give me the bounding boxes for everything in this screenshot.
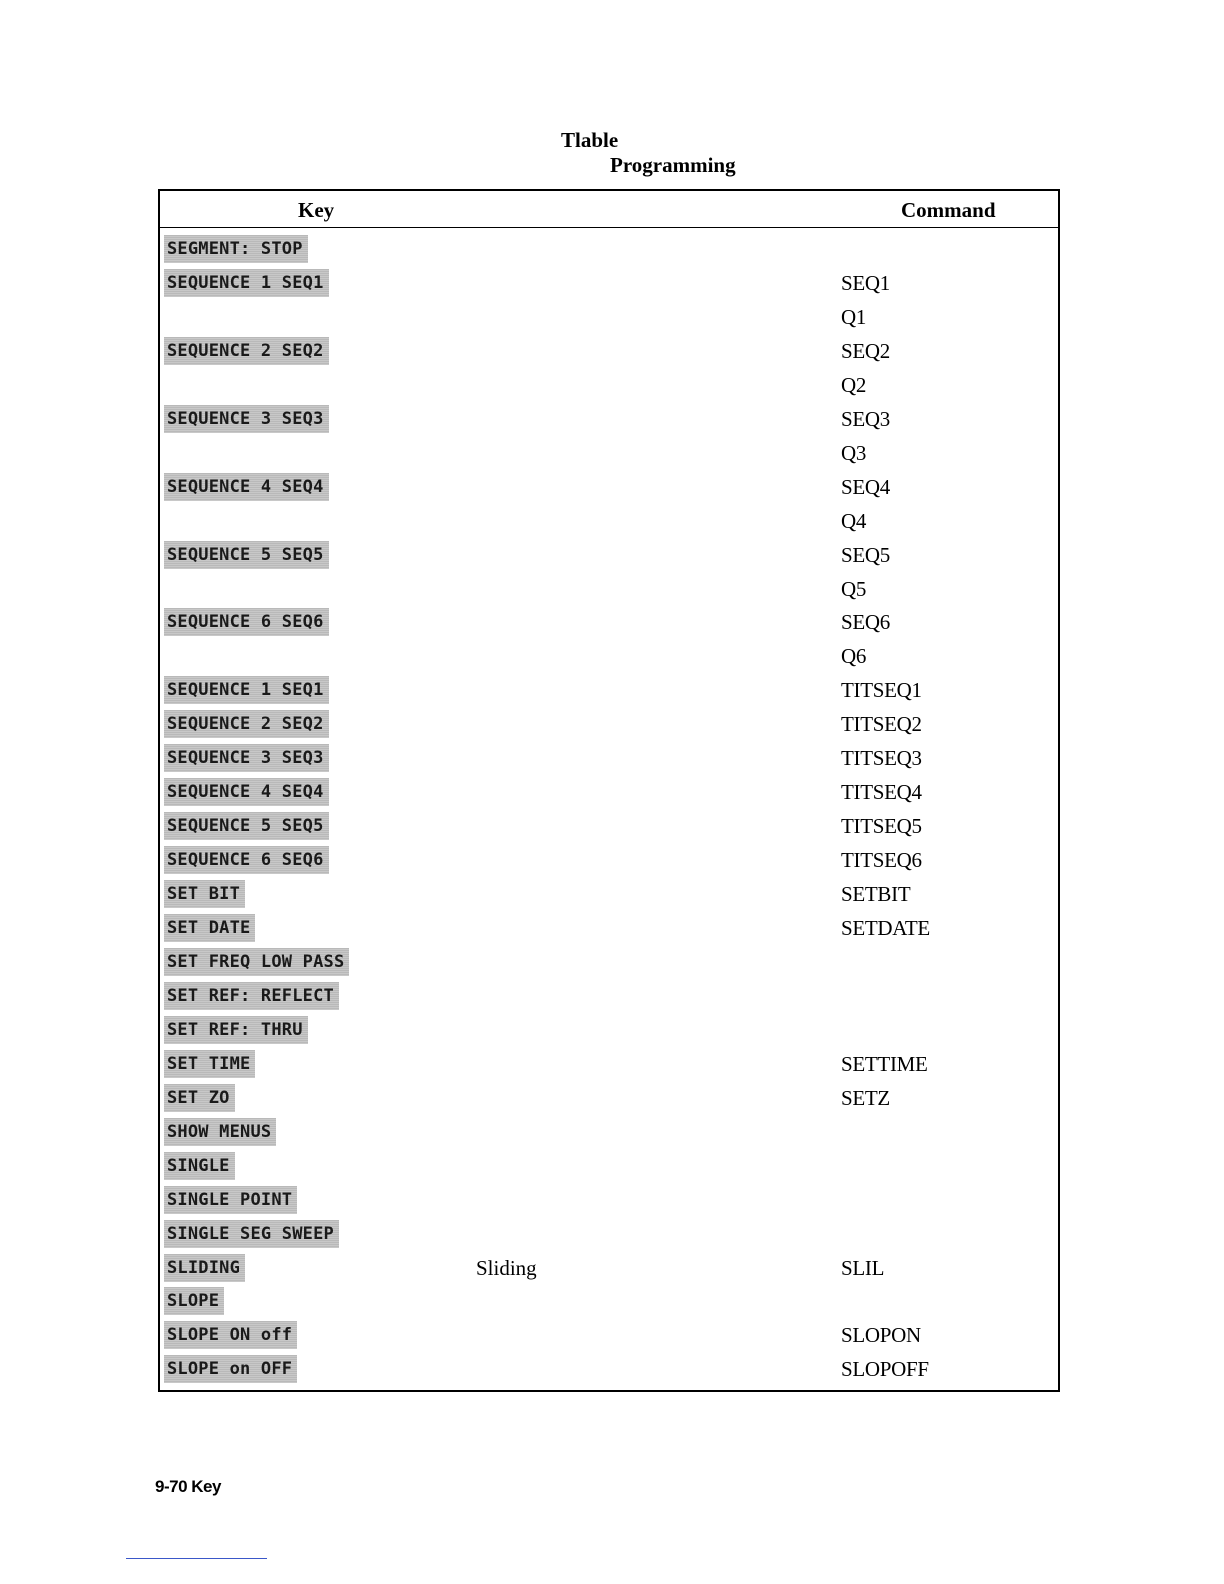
- command-text: SEQ2: [841, 339, 890, 363]
- table-row: [0, 1084, 1224, 1114]
- command-text: TITSEQ3: [841, 746, 922, 770]
- command-text: SLOPOFF: [841, 1357, 929, 1381]
- table-row: [0, 812, 1224, 842]
- softkey-label: SET FREQ LOW PASS: [164, 948, 349, 976]
- table-row: [0, 1118, 1224, 1148]
- softkey-label: SINGLE: [164, 1152, 235, 1180]
- footer-link-rule: [126, 1558, 267, 1559]
- table-row: [0, 880, 1224, 910]
- table-row: [0, 1254, 1224, 1284]
- command-text: SEQ3: [841, 407, 890, 431]
- table-row: [0, 439, 1224, 469]
- table-row: [0, 541, 1224, 571]
- column-header-key: Key: [298, 198, 335, 222]
- command-text: SETZ: [841, 1086, 890, 1110]
- softkey-label: SEQUENCE 4 SEQ4: [164, 473, 329, 501]
- command-text: SETTIME: [841, 1052, 928, 1076]
- softkey-label: SET DATE: [164, 914, 255, 942]
- command-text: Q2: [841, 373, 867, 397]
- softkey-label: SET TIME: [164, 1050, 255, 1078]
- table-row: [0, 642, 1224, 672]
- softkey-label: SEQUENCE 3 SEQ3: [164, 744, 329, 772]
- table-row: [0, 1321, 1224, 1351]
- table-row: [0, 982, 1224, 1012]
- command-text: TITSEQ1: [841, 678, 922, 702]
- table-row: [0, 744, 1224, 774]
- command-text: SEQ5: [841, 543, 890, 567]
- softkey-label: SEQUENCE 5 SEQ5: [164, 812, 329, 840]
- table-row: [0, 914, 1224, 944]
- table-row: [0, 1287, 1224, 1317]
- table-row: [0, 676, 1224, 706]
- command-text: Q5: [841, 577, 867, 601]
- command-text: SEQ1: [841, 271, 890, 295]
- command-text: SLIL: [841, 1256, 885, 1280]
- table-row: [0, 778, 1224, 808]
- softkey-label: SEQUENCE 2 SEQ2: [164, 710, 329, 738]
- header-rule: [158, 227, 1060, 228]
- command-text: TITSEQ4: [841, 780, 922, 804]
- command-text: SETDATE: [841, 916, 930, 940]
- table-row: [0, 1016, 1224, 1046]
- command-text: TITSEQ6: [841, 848, 922, 872]
- command-text: Q1: [841, 305, 867, 329]
- softkey-label: SEQUENCE 2 SEQ2: [164, 337, 329, 365]
- softkey-label: SLIDING: [164, 1254, 245, 1282]
- command-text: Q3: [841, 441, 867, 465]
- softkey-label: SEQUENCE 6 SEQ6: [164, 846, 329, 874]
- softkey-label: SLOPE: [164, 1287, 224, 1315]
- page-footer: 9-70 Key: [155, 1477, 221, 1496]
- softkey-label: SLOPE ON off: [164, 1321, 297, 1349]
- command-text: Q6: [841, 644, 867, 668]
- table-row: [0, 337, 1224, 367]
- softkey-label: SHOW MENUS: [164, 1118, 276, 1146]
- description-text: Sliding: [476, 1256, 537, 1280]
- table-row: [0, 575, 1224, 605]
- softkey-label: SEQUENCE 5 SEQ5: [164, 541, 329, 569]
- command-text: SLOPON: [841, 1323, 921, 1347]
- softkey-label: SINGLE SEG SWEEP: [164, 1220, 339, 1248]
- table-row: [0, 1152, 1224, 1182]
- table-row: [0, 710, 1224, 740]
- softkey-label: SEQUENCE 1 SEQ1: [164, 269, 329, 297]
- softkey-label: SET ZO: [164, 1084, 235, 1112]
- table-title-line1: Tlable: [561, 128, 619, 152]
- command-text: SEQ4: [841, 475, 890, 499]
- softkey-label: SEQUENCE 4 SEQ4: [164, 778, 329, 806]
- column-header-command: Command: [901, 198, 996, 222]
- table-row: [0, 1050, 1224, 1080]
- table-title-line2: Programming: [610, 153, 736, 177]
- table-row: [0, 303, 1224, 333]
- table-row: [0, 608, 1224, 638]
- command-text: SETBIT: [841, 882, 911, 906]
- softkey-label: SLOPE on OFF: [164, 1355, 297, 1383]
- softkey-label: SEQUENCE 6 SEQ6: [164, 608, 329, 636]
- table-row: [0, 1220, 1224, 1250]
- table-row: [0, 405, 1224, 435]
- table-row: [0, 1355, 1224, 1385]
- table-row: [0, 948, 1224, 978]
- softkey-label: SINGLE POINT: [164, 1186, 297, 1214]
- softkey-label: SEQUENCE 1 SEQ1: [164, 676, 329, 704]
- table-row: [0, 235, 1224, 265]
- softkey-label: SET REF: THRU: [164, 1016, 308, 1044]
- table-row: [0, 1186, 1224, 1216]
- table-row: [0, 473, 1224, 503]
- table-row: [0, 371, 1224, 401]
- table-row: [0, 846, 1224, 876]
- softkey-label: SET REF: REFLECT: [164, 982, 339, 1010]
- command-text: TITSEQ2: [841, 712, 922, 736]
- command-text: TITSEQ5: [841, 814, 922, 838]
- table-row: [0, 507, 1224, 537]
- table-row: [0, 269, 1224, 299]
- command-text: Q4: [841, 509, 867, 533]
- command-text: SEQ6: [841, 610, 890, 634]
- softkey-label: SET BIT: [164, 880, 245, 908]
- softkey-label: SEGMENT: STOP: [164, 235, 308, 263]
- softkey-label: SEQUENCE 3 SEQ3: [164, 405, 329, 433]
